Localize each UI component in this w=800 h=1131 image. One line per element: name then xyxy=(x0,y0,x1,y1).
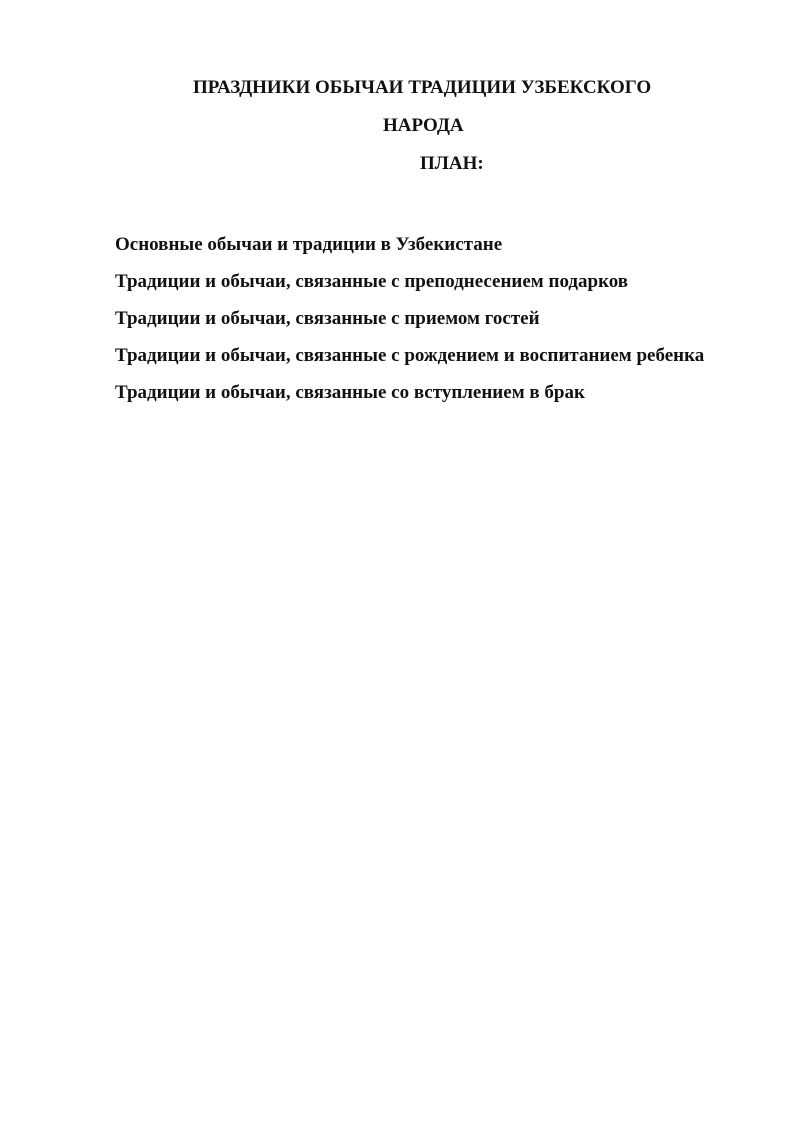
plan-item: Традиции и обычаи, связанные со вступлением в брак xyxy=(115,382,585,403)
plan-heading: ПЛАН: xyxy=(420,153,484,174)
document-title-line-2: НАРОДА xyxy=(383,115,464,136)
plan-item: Основные обычаи и традиции в Узбекистане xyxy=(115,234,503,255)
plan-item: Традиции и обычаи, связанные с приемом гостей xyxy=(115,308,540,329)
plan-item: Традиции и обычаи, связанные с рождением и воспитанием ребенка xyxy=(115,345,705,366)
plan-item: Традиции и обычаи, связанные с преподнесением подарков xyxy=(115,271,629,292)
plan-list xyxy=(115,226,743,411)
document-title-line-1: ПРАЗДНИКИ ОБЫЧАИ ТРАДИЦИИ УЗБЕКСКОГО xyxy=(193,77,652,98)
